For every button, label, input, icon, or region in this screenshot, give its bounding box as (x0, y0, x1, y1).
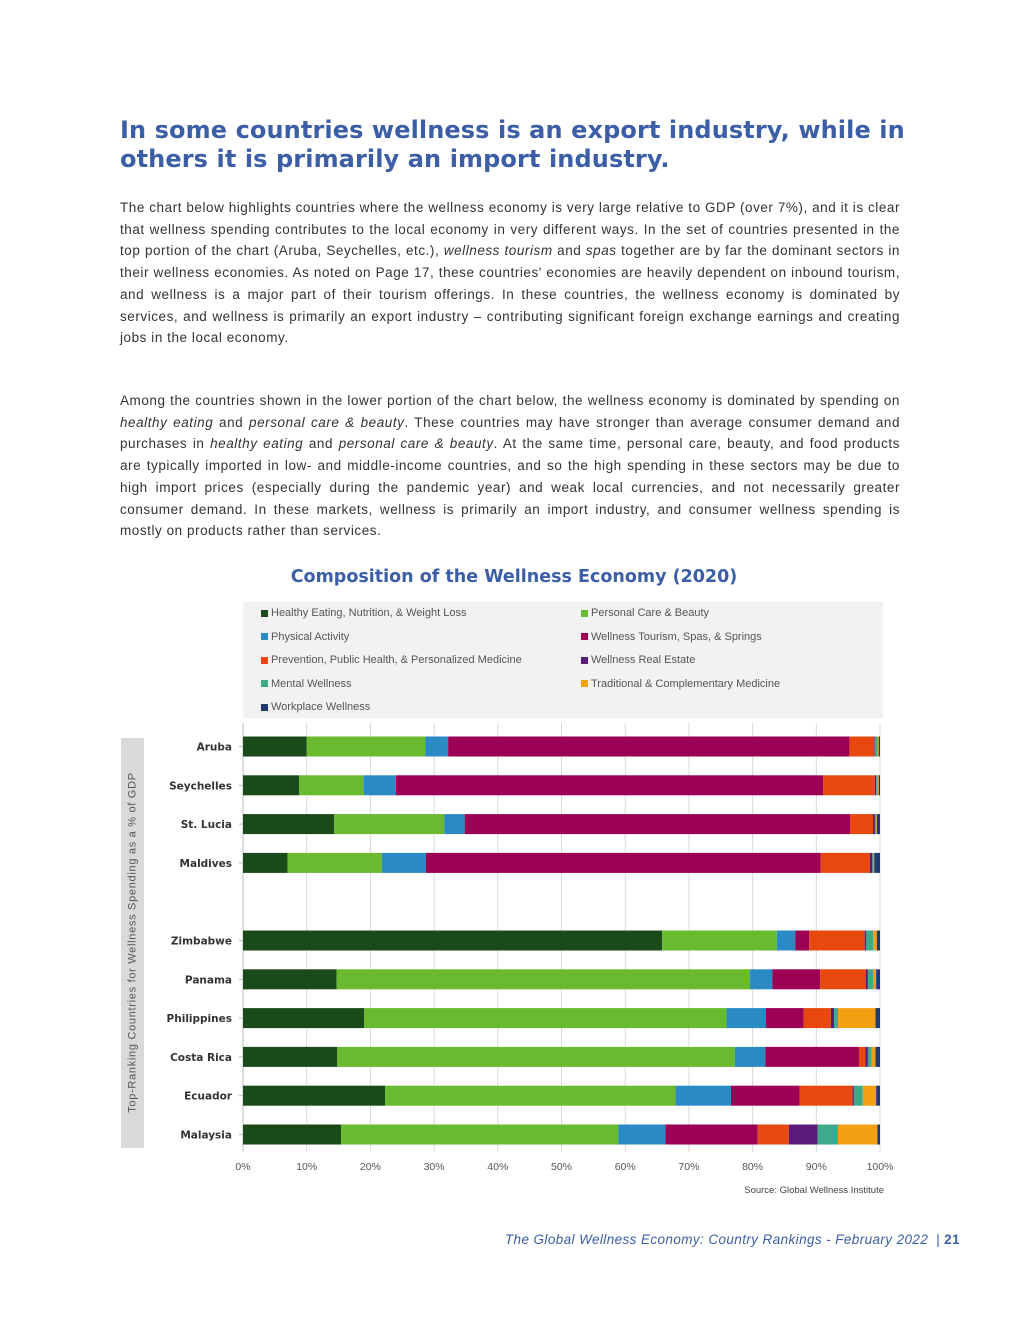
y-axis-label: Top-Ranking Countries for Wellness Spending as a % of GDP (126, 772, 139, 1113)
bar-segment (868, 969, 873, 989)
legend-swatch (581, 610, 588, 617)
bar-segment (873, 814, 875, 834)
bar-segment (876, 1086, 880, 1106)
bar-segment (834, 1008, 838, 1028)
legend-label: Prevention, Public Health, & Personalized Medicine (271, 654, 522, 666)
text-run: together are by far the dominant sectors in their wellness economies. As noted on Page 17, these countries' economies are heavily dependent on inbound tourism, and wellness is a major part of their tourism offerings. In these countries, the wellness economy is dominated by services, and wellness is primarily an export industry – contributing significant foreign exchange earnings and creating jobs in the local economy. (120, 243, 900, 346)
bar-segment (243, 1008, 364, 1028)
bar-segment (873, 931, 877, 951)
bar-segment (426, 853, 821, 873)
bar-segment (865, 931, 866, 951)
x-tick-label: 100% (866, 1161, 894, 1173)
text-run: and (552, 243, 586, 259)
category-label: Costa Rica (170, 1051, 232, 1064)
bar-segment (750, 969, 772, 989)
bar-segment (731, 1086, 800, 1106)
bar-segment (876, 1008, 880, 1028)
legend-swatch (261, 633, 268, 640)
stacked-bar-chart (150, 720, 895, 1180)
bar-segment (243, 737, 307, 757)
legend-item (581, 607, 709, 619)
legend-label: Wellness Real Estate (591, 654, 696, 666)
legend-item (581, 631, 762, 643)
bar-segment (820, 969, 866, 989)
chart-title: Composition of the Wellness Economy (2020) (290, 567, 738, 587)
bar-segment (877, 931, 880, 951)
bar-segment (863, 1086, 876, 1106)
bar-segment (876, 814, 877, 834)
bar-segment (872, 1047, 876, 1067)
category-label: Philippines (166, 1013, 232, 1026)
legend-item (261, 701, 370, 713)
intro-paragraph (120, 197, 900, 349)
legend-item (261, 678, 352, 690)
bar-segment (243, 931, 662, 951)
bar-segment (876, 969, 880, 989)
bar-segment (823, 775, 875, 795)
bar-segment (875, 775, 876, 795)
bar-segment (859, 1047, 865, 1067)
text-run: . These countries may have stronger than average consumer demand and purchases in (120, 414, 901, 452)
legend-swatch (581, 657, 588, 664)
x-tick-label: 0% (235, 1161, 251, 1173)
bar-segment (800, 1086, 853, 1106)
bar-segment (766, 1008, 804, 1028)
y-axis-label-box (121, 738, 144, 1148)
category-label: Zimbabwe (170, 935, 232, 948)
bar-segment (866, 969, 868, 989)
bar-segment (243, 969, 337, 989)
bar-segment (876, 1047, 880, 1067)
bar-segment (396, 775, 823, 795)
legend-item (261, 631, 349, 643)
bar-segment (341, 1125, 618, 1145)
x-tick-label: 30% (423, 1161, 445, 1173)
legend-swatch (261, 657, 268, 664)
legend-swatch (581, 680, 588, 687)
bar-segment (877, 1125, 880, 1145)
italic-phrase: personal care & beauty (249, 414, 405, 430)
bar-segment (735, 1047, 766, 1067)
bar-segment (299, 775, 364, 795)
legend-item (581, 654, 695, 666)
bar-segment (795, 931, 809, 951)
bar-segment (850, 814, 873, 834)
bar-segment (868, 1047, 872, 1067)
bar-segment (243, 1086, 385, 1106)
bar-segment (758, 1125, 789, 1145)
bar-segment (382, 853, 426, 873)
bar-segment (877, 775, 878, 795)
bar-segment (243, 775, 299, 795)
legend-swatch (581, 633, 588, 640)
bar-segment (865, 1047, 868, 1067)
chart-legend (243, 602, 883, 718)
category-label: Malaysia (180, 1129, 232, 1142)
bar-segment (448, 737, 849, 757)
bar-segment (665, 1125, 757, 1145)
text-run: and (303, 436, 339, 452)
category-label: Ecuador (184, 1090, 232, 1103)
bar-segment (874, 853, 875, 873)
x-tick-label: 40% (487, 1161, 509, 1173)
source-note: Source: Global Wellness Institute (744, 1185, 884, 1196)
bar-segment (874, 737, 875, 757)
bar-segment (243, 1047, 337, 1067)
bar-segment (854, 1086, 863, 1106)
x-tick-label: 10% (296, 1161, 318, 1173)
legend-label: Workplace Wellness (271, 701, 371, 713)
x-tick-label: 20% (359, 1161, 381, 1173)
x-tick-label: 60% (614, 1161, 636, 1173)
legend-label: Mental Wellness (271, 677, 352, 690)
page-heading: In some countries wellness is an export industry, while in others it is primarily an import industry. (120, 116, 905, 173)
category-label: Seychelles (169, 780, 232, 793)
bar-segment (853, 1086, 854, 1106)
bar-segment (838, 1125, 877, 1145)
legend-item (581, 678, 780, 690)
bar-segment (809, 931, 864, 951)
bar-segment (877, 814, 880, 834)
bar-segment (385, 1086, 675, 1106)
italic-phrase: healthy eating (210, 436, 304, 452)
bar-segment (334, 814, 444, 834)
bar-segment (870, 853, 873, 873)
italic-phrase: personal care & beauty (338, 436, 494, 452)
second-paragraph (120, 390, 900, 542)
bar-segment (364, 775, 396, 795)
bar-segment (726, 1008, 765, 1028)
x-tick-label: 50% (550, 1161, 573, 1173)
category-label: Aruba (196, 741, 232, 754)
bar-segment (875, 814, 876, 834)
bar-segment (618, 1125, 665, 1145)
x-tick-label: 90% (805, 1161, 827, 1173)
bar-segment (821, 853, 870, 873)
bar-segment (364, 1008, 726, 1028)
bar-segment (243, 1125, 341, 1145)
bar-segment (444, 814, 464, 834)
text-run: . At the same time, personal care, beauty, and food products are typically imported in low- and middle-income countries, and so the high spending in these sectors may be due to high import prices (especially during the pandemic year) and weak local currencies, and not necessarily greater consumer demand. In these markets, wellness is primarily an import industry, and consumer wellness spending is mostly on products rather than services. (120, 436, 900, 539)
x-tick-label: 80% (742, 1161, 764, 1173)
bar-segment (875, 737, 878, 757)
text-run: The chart below highlights countries where the wellness economy is very large relative to GDP (over 7%), and it is clear that wellness spending contributes to the local economy in very different ways. In the set of countries presented in the top portion of the chart (Aruba, Seychelles, etc.), (120, 200, 900, 259)
page-number: 21 (944, 1232, 960, 1247)
bar-segment (337, 1047, 734, 1067)
bar-segment (676, 1086, 731, 1106)
legend-label: Healthy Eating, Nutrition, & Weight Loss (271, 607, 467, 619)
legend-item (261, 654, 522, 666)
x-tick-label: 70% (678, 1161, 700, 1173)
bar-segment (337, 969, 750, 989)
bar-segment (866, 931, 873, 951)
bar-segment (425, 737, 448, 757)
italic-phrase: healthy eating (120, 414, 214, 430)
bar-segment (876, 775, 877, 795)
bar-segment (818, 1125, 838, 1145)
italic-phrase: wellness tourism (443, 243, 553, 259)
bar-segment (789, 1125, 818, 1145)
category-label: Maldives (179, 857, 232, 870)
text-run: and (213, 414, 250, 430)
bar-segment (874, 853, 880, 873)
legend-label: Physical Activity (271, 630, 350, 643)
category-label: Panama (184, 974, 232, 987)
page-footer (380, 1232, 960, 1247)
legend-swatch (261, 610, 268, 617)
footer-separator: | (936, 1232, 941, 1247)
bar-segment (243, 853, 288, 873)
category-label: St. Lucia (180, 819, 232, 832)
bar-segment (288, 853, 382, 873)
bar-segment (849, 737, 874, 757)
bar-segment (243, 814, 334, 834)
text-run: Among the countries shown in the lower portion of the chart below, the wellness economy is dominated by spending on (120, 393, 900, 408)
footer-title: The Global Wellness Economy: Country Rankings - February 2022 (504, 1232, 929, 1247)
legend-swatch (261, 704, 268, 711)
bar-segment (772, 969, 820, 989)
bar-segment (879, 737, 880, 757)
italic-phrase: spas (585, 243, 617, 259)
bar-segment (777, 931, 795, 951)
legend-item (261, 607, 466, 619)
bar-segment (872, 853, 873, 873)
bar-segment (804, 1008, 831, 1028)
legend-swatch (261, 680, 268, 687)
bar-segment (765, 1047, 859, 1067)
bar-segment (877, 737, 878, 757)
bar-segment (879, 775, 880, 795)
bar-segment (838, 1008, 876, 1028)
legend-label: Traditional & Complementary Medicine (591, 677, 781, 690)
bar-segment (307, 737, 425, 757)
bar-segment (465, 814, 850, 834)
legend-label: Wellness Tourism, Spas, & Springs (591, 630, 762, 643)
bar-segment (662, 931, 777, 951)
legend-label: Personal Care & Beauty (591, 607, 710, 619)
bar-segment (873, 969, 876, 989)
bar-segment (831, 1008, 834, 1028)
